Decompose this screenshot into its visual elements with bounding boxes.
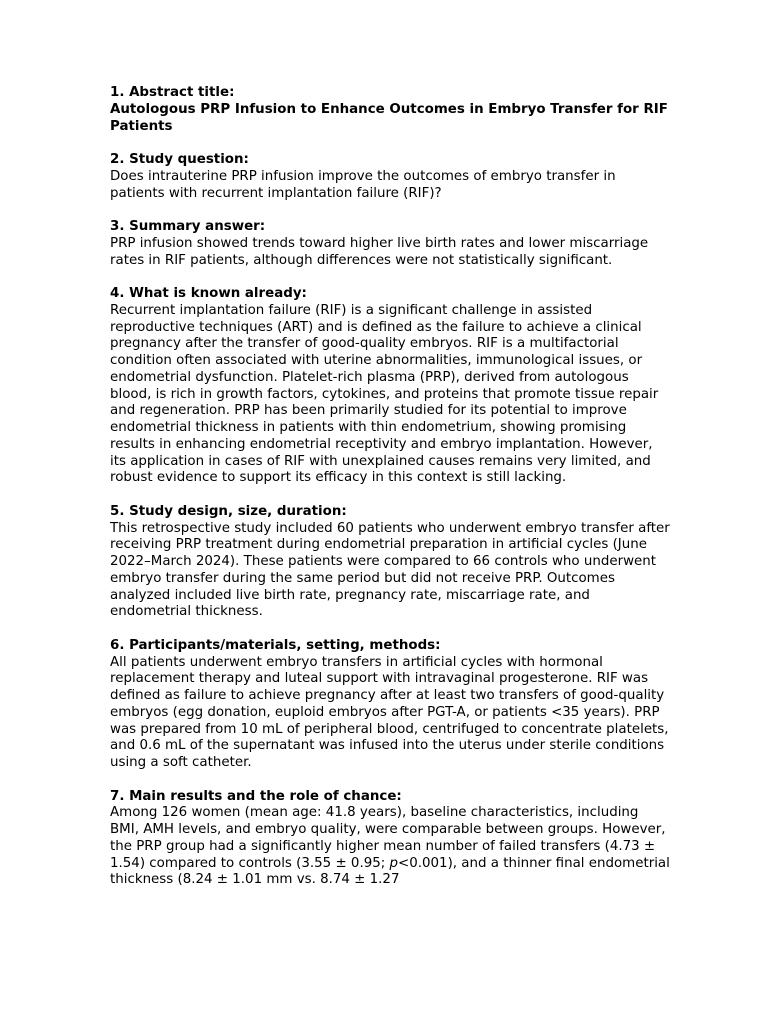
section-body: Recurrent implantation failure (RIF) is a significant challenge in assisted reproductive techniques (ART) and is defined as the failure to achieve a clinical pregnancy after the transfer of good-quality embryos. RIF is a multifactorial condition often associated with uterine abnormalities, immunological issues, or endometrial dysfunction. Platelet-rich plasma (PRP), derived from autologous blood, is rich in growth factors, cytokines, and proteins that promote tissue repair and regeneration. PRP has been primarily studied for its potential to improve endometrial thickness in patients with thin endometrium, showing promising results in enhancing endometrial receptivity and embryo implantation. However, its application in cases of RIF with unexplained causes remains very limited, and robust evidence to support its efficacy in this context is still lacking. [110, 302, 659, 486]
section-body: Does intrauterine PRP infusion improve the outcomes of embryo transfer in patients with recurrent implantation failure (RIF)? [110, 168, 616, 201]
section-body-text: Among 126 women (mean age: 41.8 years), baseline characteristics, including BMI, AMH levels, and embryo quality, were comparable between groups. However, the PRP group had a significantly higher mean number of failed transfers (4.73 ± 1.54) compared to controls (3.55 ± 0.95; [110, 805, 666, 871]
section-heading: 1. Abstract title: [110, 85, 235, 100]
abstract-document [110, 85, 670, 906]
section-body-text: <0.001), and a thinner final endometrial thickness (8.24 ± 1.01 mm vs. 8.74 ± 1.27 [110, 855, 670, 888]
section-heading: 4. What is known already: [110, 286, 307, 301]
section-participants-methods [110, 638, 670, 772]
section-heading: 7. Main results and the role of chance: [110, 788, 402, 804]
section-heading: 2. Study question: [110, 152, 249, 167]
section-study-question [110, 152, 670, 202]
section-abstract-title [110, 85, 670, 135]
section-heading: 5. Study design, size, duration: [110, 503, 347, 519]
section-body: All patients underwent embryo transfers in artificial cycles with hormonal replacement therapy and luteal support with intravaginal progesterone. RIF was defined as failure to achieve pregnancy after at least two transfers of good-quality embryos (egg donation, euploid embryos after PGT-A, or patients <35 years). PRP was prepared from 10 mL of peripheral blood, centrifuged to concentrate platelets, and 0.6 mL of the supernatant was infused into the uterus under sterile conditions using a soft catheter. [110, 654, 669, 770]
section-summary-answer [110, 219, 670, 269]
section-heading: 3. Summary answer: [110, 219, 266, 234]
section-body: This retrospective study included 60 patients who underwent embryo transfer after receiving PRP treatment during endometrial preparation in artificial cycles (June 2022–March 2024). These patients were compared to 66 controls who underwent embryo transfer during the same period but did not receive PRP. Outcomes analyzed included live birth rate, pregnancy rate, miscarriage rate, and endometrial thickness. [110, 520, 670, 620]
section-body [110, 805, 670, 889]
section-heading: 6. Participants/materials, setting, methods: [110, 637, 441, 653]
p-value-symbol: p [389, 855, 399, 871]
section-main-results [110, 789, 670, 890]
section-body: PRP infusion showed trends toward higher live birth rates and lower miscarriage rates in RIF patients, although differences were not statistically significant. [110, 235, 649, 268]
abstract-title: Autologous PRP Infusion to Enhance Outcomes in Embryo Transfer for RIF Patients [110, 101, 668, 134]
section-study-design [110, 504, 670, 621]
section-known-already [110, 286, 670, 487]
